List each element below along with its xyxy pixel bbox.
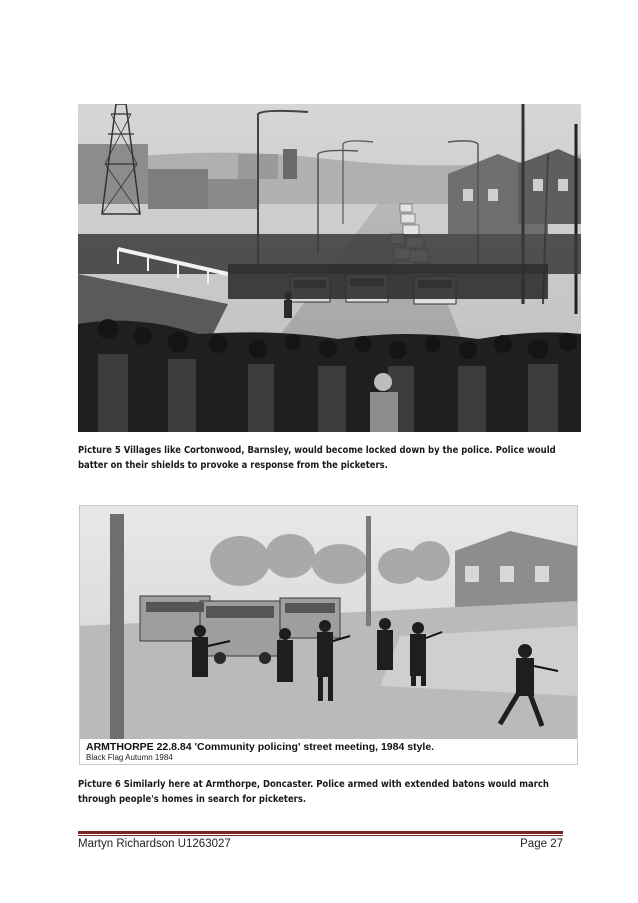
footer-rule [78, 831, 563, 834]
figure-caption-picture-6: Picture 6 Similarly here at Armthorpe, Doncaster. Police armed with extended batons would march through people's homes in search for picketers. [78, 779, 549, 805]
figure-caption-picture-5: Picture 5 Villages like Cortonwood, Barnsley, would become locked down by the police. Police would batter on their shields to provoke a response from the picketers. [78, 445, 556, 471]
inset-caption-armthorpe: ARMTHORPE 22.8.84 'Community policing' street meeting, 1984 style. [86, 741, 435, 753]
photo-armthorpe-image [80, 506, 577, 764]
footer-author: Martyn Richardson U1263027 [78, 838, 231, 850]
page-footer [78, 838, 563, 850]
footer-rule-thin [78, 835, 563, 836]
photo-armthorpe-street [79, 505, 578, 765]
inset-caption-source: Black Flag Autumn 1984 [86, 753, 173, 762]
photo-cortonwood-police-line [78, 104, 581, 432]
footer-page-number: Page 27 [520, 838, 563, 850]
photo-cortonwood-image [78, 104, 581, 432]
